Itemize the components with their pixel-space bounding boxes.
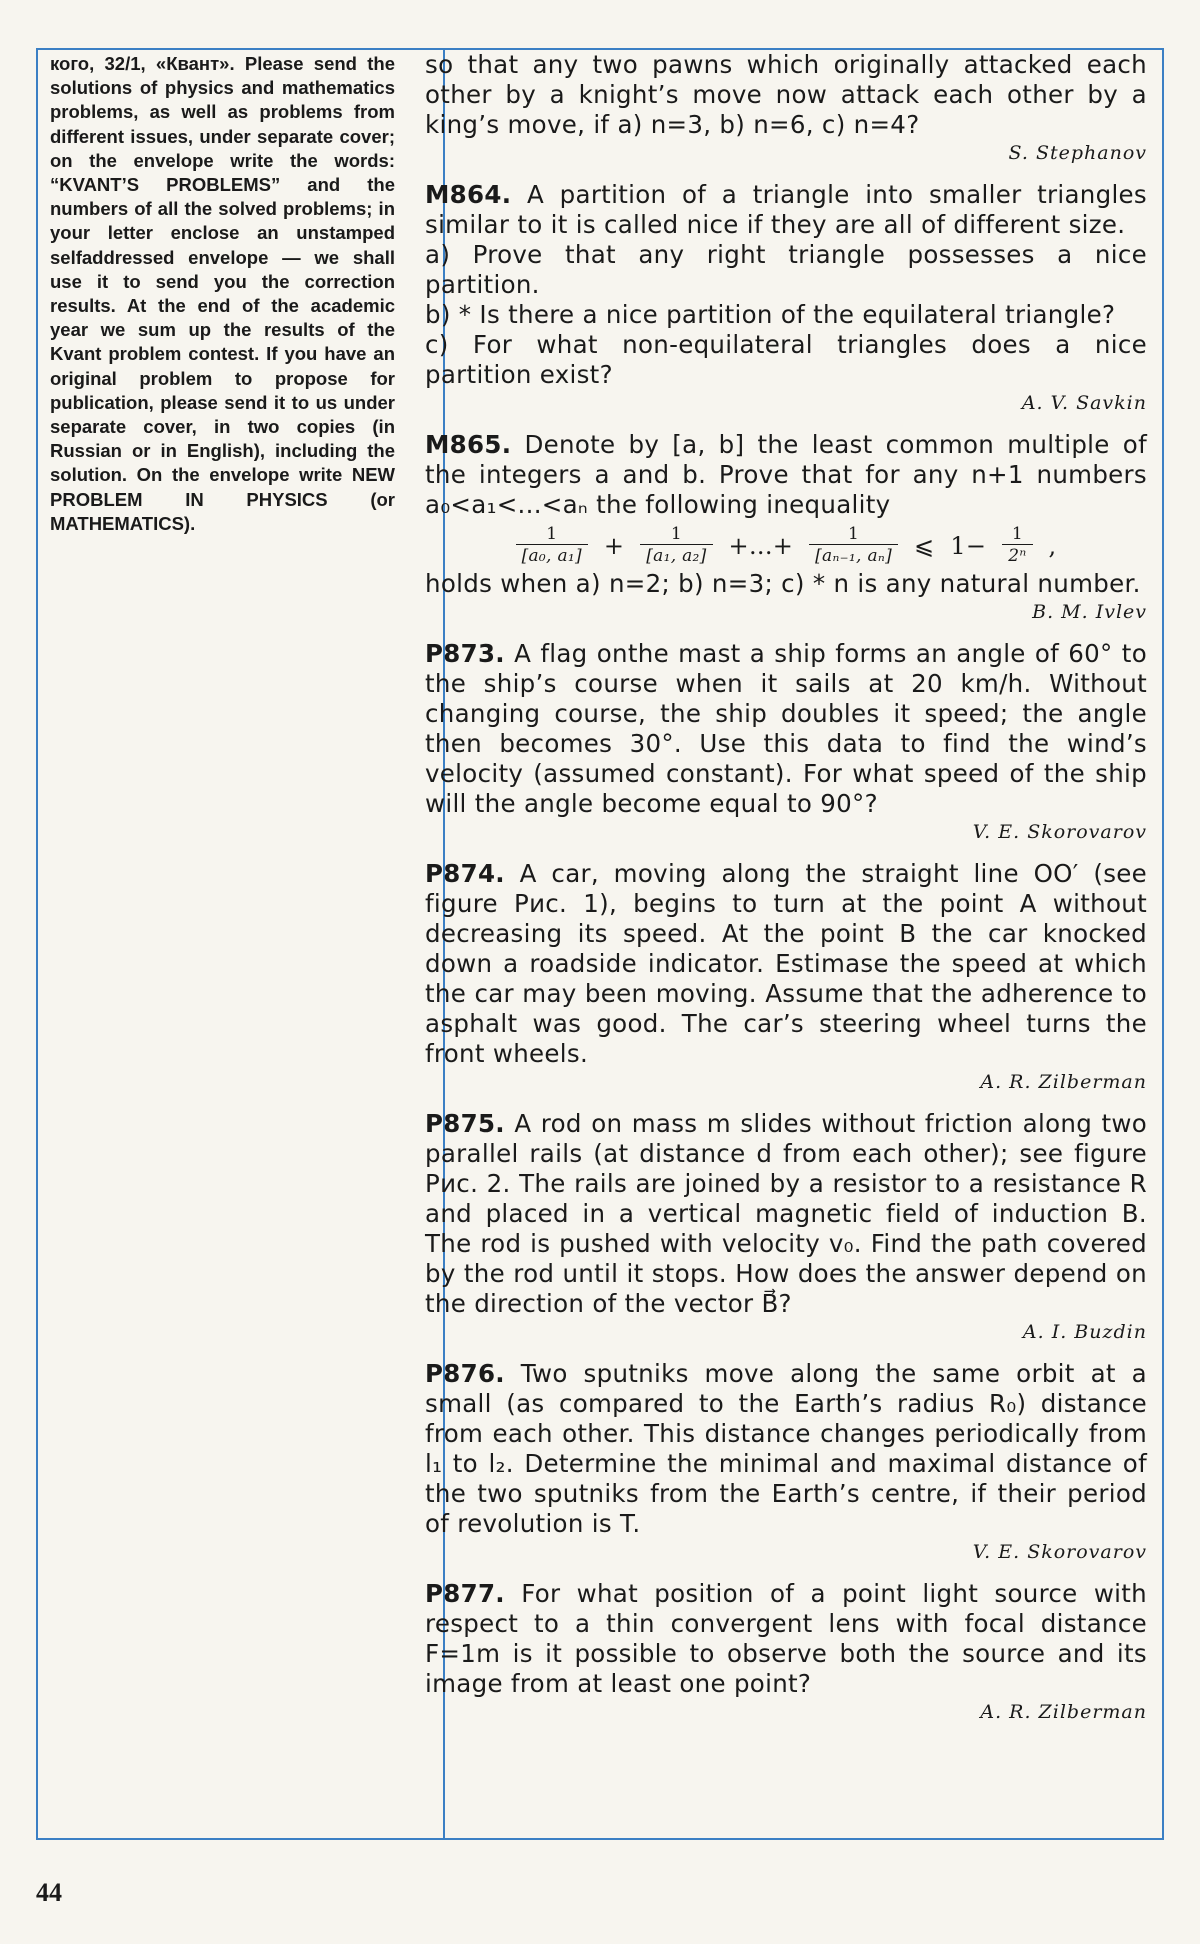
problem-p877 bbox=[425, 1579, 1147, 1699]
page-number: 44 bbox=[36, 1878, 62, 1907]
problem-part: b) * Is there a nice partition of the equilateral triangle? bbox=[425, 300, 1116, 329]
problem-id: P877. bbox=[425, 1579, 505, 1608]
problem-text: holds when a) n=2; b) n=3; c) * n is any natural number. bbox=[425, 569, 1141, 598]
problem-author: V. E. Skorovarov bbox=[972, 821, 1147, 843]
problem-part: a) Prove that any right triangle possesses a nice partition. bbox=[425, 240, 1147, 299]
problem-p875 bbox=[425, 1109, 1147, 1319]
problem-author: B. M. Ivlev bbox=[1032, 601, 1147, 623]
problem-m865 bbox=[425, 430, 1147, 520]
problem-author: A. V. Savkin bbox=[1021, 392, 1147, 414]
problem-p876 bbox=[425, 1359, 1147, 1539]
formula-fraction: $\frac{1}{\text{[a₀, a₁]}}$ bbox=[516, 524, 588, 567]
problem-p873 bbox=[425, 639, 1147, 819]
problems-column bbox=[425, 50, 1147, 1739]
problem-p874 bbox=[425, 859, 1147, 1069]
submission-instructions: кого, 32/1, «Квант». Please send the solutions of physics and mathematics problems, as well as problems from different issues, under separate cover; on the envelope write the words: “KVANT’S PROBLEMS” and the numbers of all the solved problems; in your letter enclose an unstamped selfaddressed envelope — we shall use it to send you the correction results. At the end of the academic year we sum up the results of the Kvant problem contest. If you have an original problem to propose for publication, please send it to us under separate cover, in two copies (in Russian or in English), including the solution. On the envelope write NEW PROBLEM IN PHYSICS (or MATHEMATICS). bbox=[50, 53, 395, 534]
problem-author: V. E. Skorovarov bbox=[972, 1541, 1147, 1563]
problem-author: A. I. Buzdin bbox=[1022, 1321, 1147, 1343]
problem-text: Denote by [a, b] the least common multiple of the integers a and b. Prove that for any n+1 numbers a₀<a₁<...<aₙ the following inequality bbox=[425, 430, 1147, 519]
problem-text: A partition of a triangle into smaller triangles similar to it is called nice if they are all of different size. bbox=[425, 180, 1147, 239]
problem-id: P876. bbox=[425, 1359, 505, 1388]
problem-m864 bbox=[425, 180, 1147, 240]
problem-text: A flag onthe mast a ship forms an angle of 60° to the ship’s course when it sails at 20 km/h. Without changing course, the ship doubles it speed; the angle then becomes 30°. Use this data to find the wind’s velocity (assumed constant). For what speed of the ship will the angle become equal to 90°? bbox=[425, 639, 1147, 818]
problem-author: A. R. Zilberman bbox=[980, 1701, 1147, 1723]
problem-text: For what position of a point light source with respect to a thin convergent lens with focal distance F=1m is it possible to observe both the source and its image from at least one point? bbox=[425, 1579, 1147, 1698]
problem-id: M864. bbox=[425, 180, 512, 209]
formula-fraction: $\frac{1}{\text{[a₁, a₂]}}$ bbox=[640, 524, 712, 567]
problem-id: M865. bbox=[425, 430, 512, 459]
inequality-formula: $\frac{1}{\text{[a₀, a₁]}}$ + $\frac{1}{\text{[a₁, a₂]}}$ +...+ $\frac{1}{\text{[aₙ₋₁, aₙ]}}$ ⩽ 1− $\frac{1}{\text{2ⁿ}}$ , bbox=[425, 524, 1147, 567]
problem-author: A. R. Zilberman bbox=[980, 1071, 1147, 1093]
problem-text: A car, moving along the straight line OO′ (see figure Рис. 1), begins to turn at the point A without decreasing its speed. At the point B the car knocked down a roadside indicator. Estimase the speed at which the car may been moving. Assume that the adherence to asphalt was good. The car’s steering wheel turns the front wheels. bbox=[425, 859, 1148, 1068]
problem-part: c) For what non-equilateral triangles does a nice partition exist? bbox=[425, 330, 1147, 389]
problem-id: P875. bbox=[425, 1109, 505, 1138]
problem-text: Two sputniks move along the same orbit at a small (as compared to the Earth’s radius R₀) distance from each other. This distance changes periodically from l₁ to l₂. Determine the minimal and maximal distance of the two sputniks from the Earth’s centre, if their period of revolution is T. bbox=[425, 1359, 1147, 1538]
problem-author: S. Stephanov bbox=[1008, 142, 1147, 164]
formula-fraction: $\frac{1}{\text{2ⁿ}}$ bbox=[1002, 524, 1032, 567]
problem-id: P874. bbox=[425, 859, 505, 888]
problem-id: P873. bbox=[425, 639, 505, 668]
formula-fraction: $\frac{1}{\text{[aₙ₋₁, aₙ]}}$ bbox=[809, 524, 898, 567]
continued-problem-text: so that any two pawns which originally attacked each other by a knight’s move now attack each other by a king’s move, if a) n=3, b) n=6, c) n=4? bbox=[425, 50, 1147, 139]
problem-text: A rod on mass m slides without friction along two parallel rails (at distance d from each other); see figure Рис. 2. The rails are joined by a resistor to a resistance R and placed in a vertical magnetic field of induction B. The rod is pushed with velocity v₀. Find the path covered by the rod until it stops. How does the answer depend on the direction of the vector B⃗? bbox=[425, 1109, 1147, 1318]
